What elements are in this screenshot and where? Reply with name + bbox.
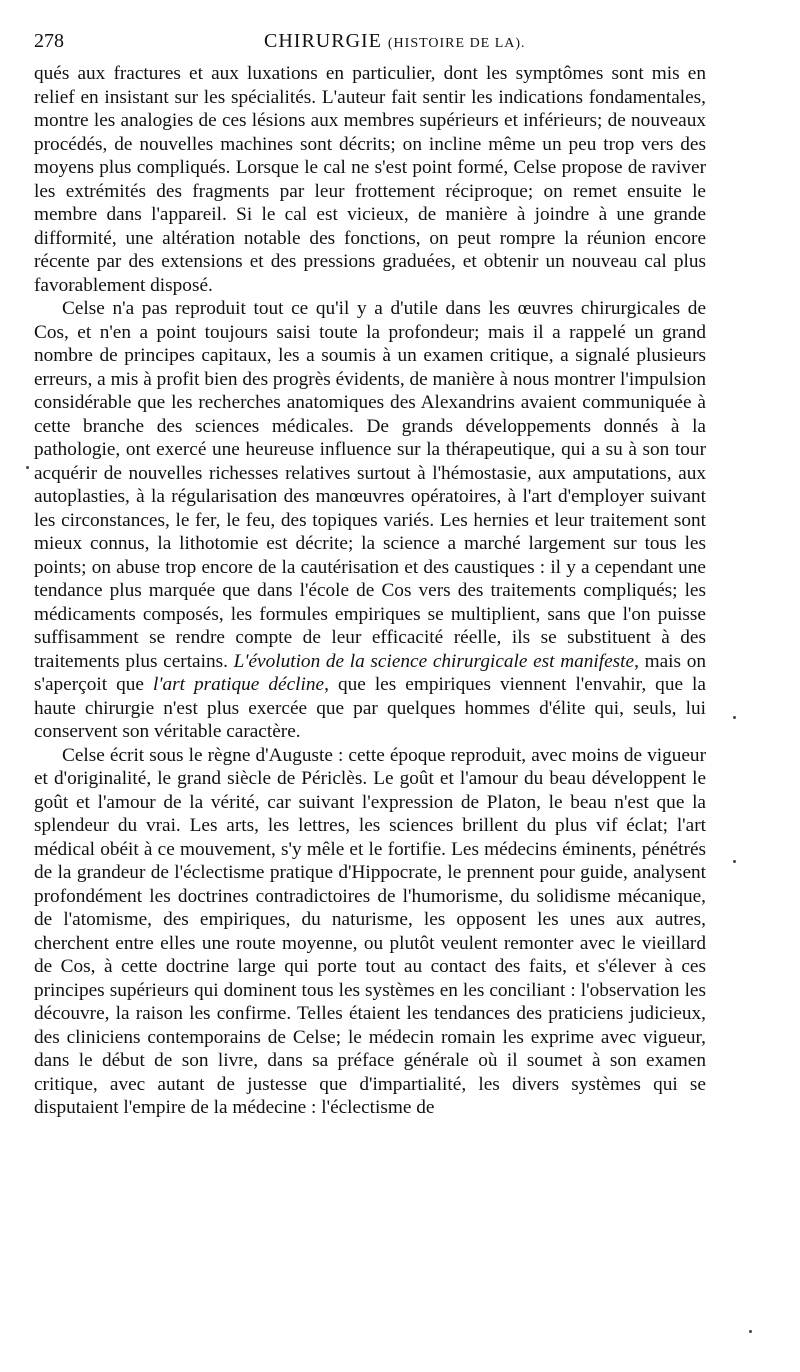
running-title (264, 30, 526, 53)
paragraph-2 (34, 297, 706, 744)
paragraph-1: qués aux fractures et aux luxations en particulier, dont les symptômes sont mis en relief en insistant sur les spécialités. L'auteur fait sentir les indications fondamentales, montre les analogies de ces lésions aux membres supérieurs et inférieurs; de nouveaux procédés, de nouvelles machines sont décrits; on incline même un peu trop vers des moyens plus compliqués. Lorsque le cal ne s'est point formé, Celse propose de raviver les extrémités des fragments par leur frottement réciproque; on remet ensuite le membre dans l'appareil. Si le cal est vicieux, de manière à joindre à une grande difformité, une altération notable des fonctions, on peut rompre la réunion encore récente par des extensions et des pressions graduées, et obtenir un nouveau cal plus favorablement disposé. (34, 63, 706, 296)
running-title-sub: (HISTOIRE DE LA). (387, 36, 526, 51)
paragraph-2-middle: , mais on s'aperçoit que (34, 650, 706, 695)
italic-phrase-evolution: L'évolution de la science chirurgicale est manifeste (233, 650, 635, 672)
print-speck (749, 1330, 752, 1333)
paragraph-2-text: Celse n'a pas reproduit tout ce qu'il y a d'utile dans les œuvres chirurgicales de Cos, et n'en a point toujours saisi toute la profondeur; mais il a rappelé un grand nombre de principes capitaux, les a soumis à un examen critique, a signalé plusieurs erreurs, a mis à profit bien des progrès évidents, de manière à nous montrer l'impulsion considérable que les recherches anatomiques des Alexandrins avaient communiquée à cette branche des sciences médicales. De grands développements donnés à la pathologie, ont exercé une heureuse influence sur la thérapeutique, qui a su à son tour acquérir de nouvelles richesses relatives surtout à l'hémostasie, aux amputations, aux autoplasties, à la régularisation des manœuvres opératoires, à l'art d'employer suivant les circonstances, le fer, le feu, des topiques variés. Les hernies et leur traitement sont mieux connus, la lithotomie est décrite; la science a marché largement sur tous les points; on abuse trop encore de la cautérisation et des caustiques : il y a cependant une tendance plus marquée que dans l'école de Cos vers des traitements compliqués; les médicaments composés, les formules empiriques se multiplient, sans que l'on puisse suffisamment se rendre compte de leur efficacité réelle, ils se substituent à des traitements plus certains. (34, 298, 706, 672)
print-speck (733, 716, 736, 719)
body-text (34, 62, 706, 1120)
running-header (34, 30, 714, 56)
page-number: 278 (34, 30, 64, 52)
paragraph-2-end: , que les empiriques viennent l'envahir, que la haute chirurgie n'est plus exercée que par quelques hommes d'élite qui, seuls, lui conservent son véritable caractère. (34, 674, 706, 742)
running-title-main: CHIRURGIE (264, 30, 382, 52)
italic-phrase-art-pratique: l'art pratique décline (153, 674, 325, 695)
paragraph-3: Celse écrit sous le règne d'Auguste : cette époque reproduit, avec moins de vigueur et d'originalité, le grand siècle de Périclès. Le goût et l'amour du beau développent le goût et l'amour de la vérité, car suivant l'expression de Platon, le beau n'est que la splendeur du vrai. Les arts, les lettres, les sciences brillent du plus vif éclat; l'art médical obéit à ce mouvement, s'y mêle et le fortifie. Les médecins éminents, pénétrés de la grandeur de l'éclectisme pratique d'Hippocrate, le prennent pour guide, analysent profondément les doctrines contradictoires de l'humorisme, du solidisme mécanique, de l'atomisme, des empiriques, du naturisme, les opposent les unes aux autres, cherchent entre elles une route moyenne, ou plutôt veulent remonter avec le vieillard de Cos, à cette doctrine large qui porte tout au contact des faits, et s'élever à ces principes supérieurs qui dominent tous les systèmes en les conciliant : l'observation les découvre, la raison les confirme. Telles étaient les tendances des praticiens judicieux, des cliniciens contemporains de Celse; le médecin romain les exprime avec vigueur, dans le début de son livre, dans sa préface générale où il soumet à son examen critique, avec autant de justesse que d'impartialité, les divers systèmes qui se disputaient l'empire de la médecine : l'éclectisme de (34, 744, 706, 1118)
print-speck (26, 466, 29, 469)
print-speck (733, 860, 736, 863)
